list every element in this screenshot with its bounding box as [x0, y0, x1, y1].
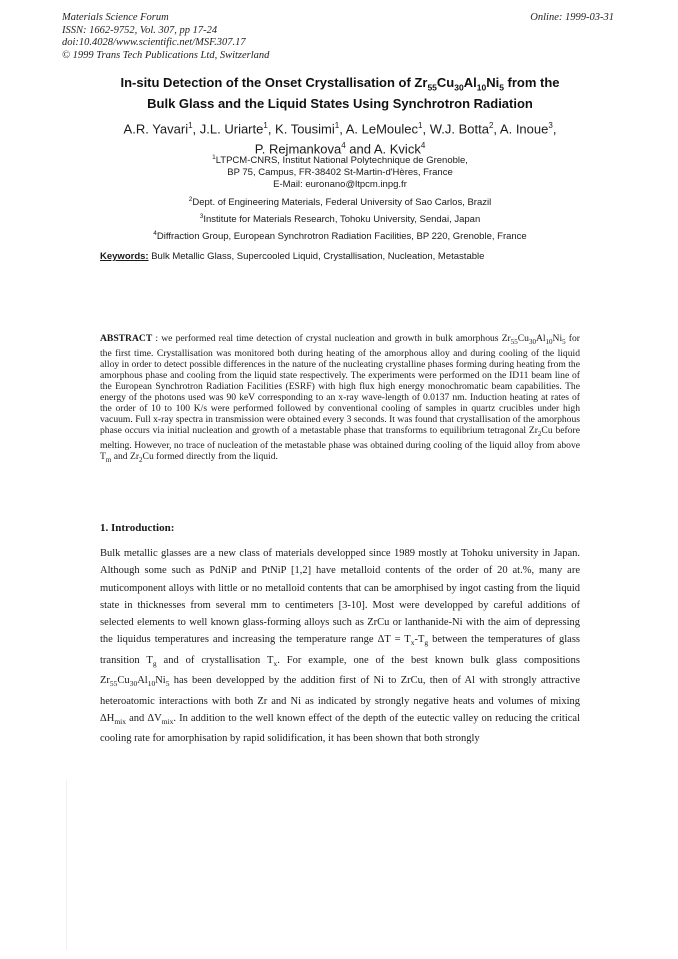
affiliation-4: $^4$Diffraction Group, European Synchrotron Radiation Facilities, BP 220, Grenoble, France [153, 230, 527, 243]
author: A. Kvick [373, 141, 421, 157]
author: K. Tousimi [275, 121, 335, 137]
introduction-text: Bulk metallic glasses are a new class of materials developped since 1989 mostly at Tohoku university in Japan. Although some such as PdNiP and PtNiP [1,2] have metalloid contents of the order of 20 at.%, many are muticomponent alloys with little or no metalloid contents that can be amorphised by ingot casting from the liquid state in thicknesses from several mm to centimeters [3-10]. Most were developped by careful additions of selected elements to well known glass-forming alloys such as ZrCu or lanthanide-Ni with the aim of depressing the liquidus temperatures and increasing the temperature range $\Delta T = T_x-T_g$ between the temperatures of glass transition $T_g$ and of crystallisation $T_x$. For example, one of the best known bulk glass compositions $Zr_{55}Cu_{30}Al_{10}Ni_5$ has been developped by the addition first of Ni to ZrCu, then of Al with strongly attractive heteroatomic interactions with both Zr and Ni as indicated by strongly negative heats and volumes of mixing $\Delta H_{mix}$ and $\Delta V_{mix}$. In addition to the well known effect of the depth of the eutectic valley on reducing the critical cooling rate for amorphisation by rapid solidification, it has been shown that both strongly [100, 548, 581, 745]
email[interactable]: E-Mail: euronano@ltpcm.inpg.fr [273, 179, 407, 191]
affiliation-1: $^1$LTPCM-CNRS, Institut National Polytechnique de Grenoble, BP 75, Campus, FR-38402 St-Martin-d'Hères, France E-Mail: euronano@ltpcm.inpg.fr [212, 154, 468, 191]
online-date: Online: 1999-03-31 [530, 12, 614, 23]
affiliation-2: $^2$Dept. of Engineering Materials, Federal University of Sao Carlos, Brazil [188, 196, 492, 209]
affiliation-3: $^3$Institute for Materials Research, Tohoku University, Sendai, Japan [199, 213, 481, 226]
keywords [100, 251, 484, 262]
author: W.J. Botta [429, 121, 489, 137]
author: A. Inoue [499, 121, 549, 137]
journal-header [62, 12, 269, 62]
keywords-label: Keywords: [100, 251, 149, 262]
abstract: ABSTRACT : we performed real time detection of crystal nucleation and growth in bulk amorphous $Zr_{55}Cu_{30}Al_{10}Ni_5$ for the first time. Crystallisation was monitored both during heating of the amorphous alloy and during cooling of the liquid alloy in order to detect possible differences in the nature of the nucleating crystalline phases forming during heating from the amorphous phase and cooling from the liquid state respectively. The experiments were performed on the ID11 beam line of the European Synchrotron Radiation Facilities (ESRF) with high flux high energy monochromatic beam capabilities. The energy of the photons used was 90 keV corresponding to an x-ray wave-length of 0.0137 nm. Induction heating at rates of the order of 10 to 100 K/s were performed followed by conventional cooling of samples in quartz crucibles under high vacuum. Full x-ray spectra in transmission were obtained every 3 seconds. It was found that crystallisation of the amorphous phase occurs via initial nucleation and growth of a metastable phase that transforms to equilibrium tetragonal $Zr_2Cu$ before melting. However, no trace of nucleation of the metastable phase was obtained during cooling of the liquid alloy from above $T_m$ and $Zr_2Cu$ formed directly from the liquid. [100, 333, 580, 464]
journal-name: Materials Science Forum [62, 12, 169, 23]
paper-title: In-situ Detection of the Onset Crystallisation of $Zr_{55}Cu_{30}Al_{10}Ni_5$ from the Bulk Glass and the Liquid States Using Synchrotron Radiation [120, 75, 560, 111]
abstract-label: ABSTRACT [100, 333, 153, 344]
keywords-text: Bulk Metallic Glass, Supercooled Liquid, Crystallisation, Nucleation, Metastable [148, 251, 485, 262]
author: J.L. Uriarte [199, 121, 264, 137]
author: A. LeMoulec [345, 121, 419, 137]
issn-line: ISSN: 1662-9752, Vol. 307, pp 17-24 [62, 24, 218, 36]
doi-line[interactable]: doi:10.4028/www.scientific.net/MSF.307.17 [62, 37, 246, 48]
author: P. Rejmankova [254, 141, 342, 157]
copyright-line: © 1999 Trans Tech Publications Ltd, Switzerland [62, 49, 270, 61]
scan-margin-line [66, 780, 67, 950]
author: A.R. Yavari [123, 121, 189, 137]
section-heading: 1. Introduction: [100, 522, 175, 534]
author-list: A.R. Yavari$^1$, J.L. Uriarte$^1$, K. Tousimi$^1$, A. LeMoulec$^1$, W.J. Botta$^2$, A. Inoue$^3$, P. Rejmankova$^4$ and A. Kvick$^4$ [123, 121, 557, 157]
